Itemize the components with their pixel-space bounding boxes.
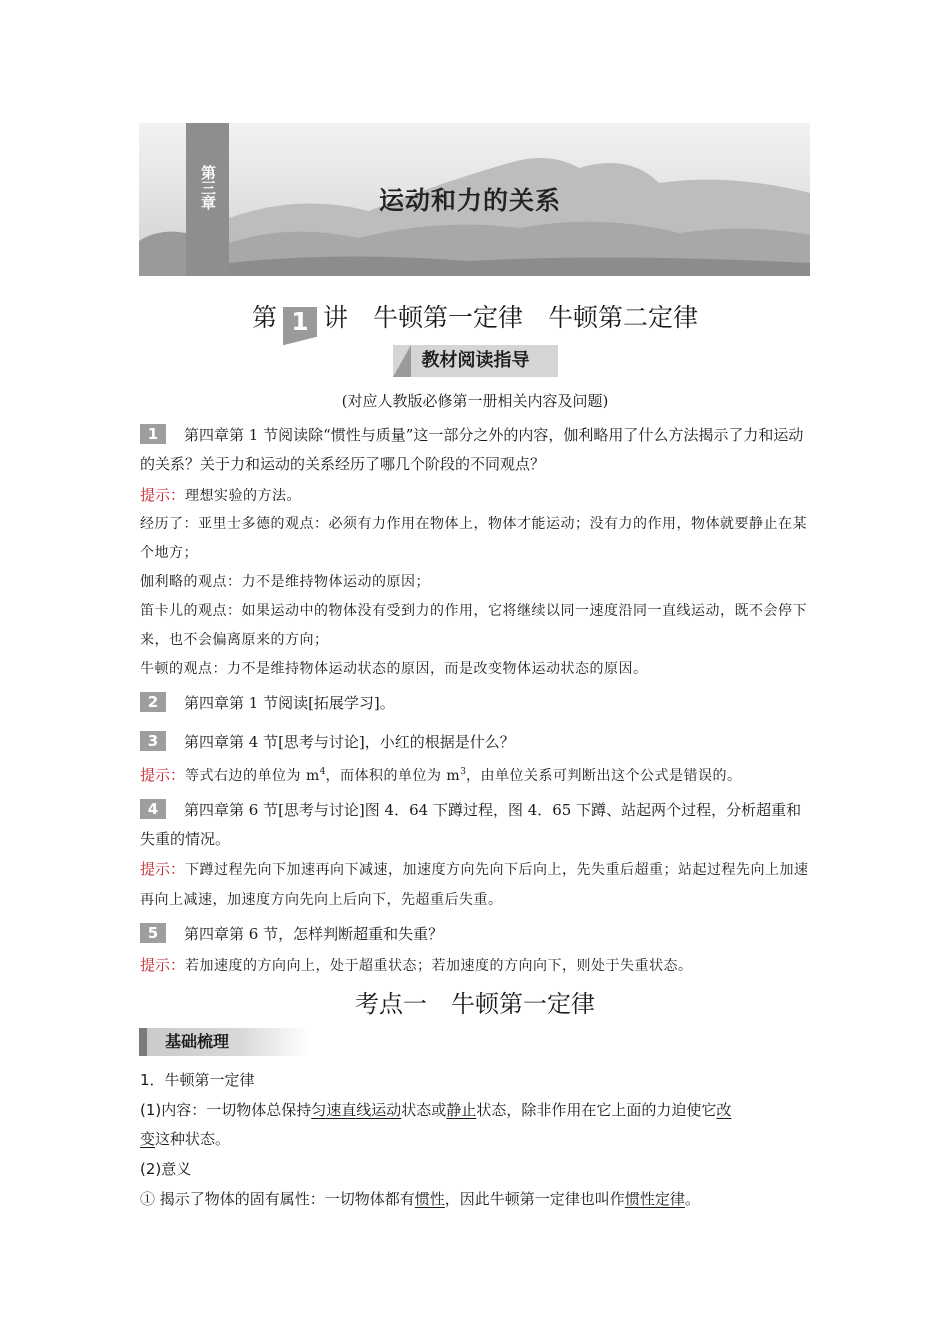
- number-badge-1: 1: [140, 424, 166, 444]
- guide-subtitle: (对应人教版必修第一册相关内容及问题): [341, 392, 609, 410]
- lecture-title: [0, 298, 950, 345]
- section-title: 考点一 牛顿第一定律: [355, 990, 595, 1018]
- viewpoint-aristotle: 经历了：亚里士多德的观点：必须有力作用在物体上，物体才能运动；没有力的作用，物体就要静止在某个地方；: [140, 516, 807, 561]
- lecture-name: 讲 牛顿第一定律 牛顿第二定律: [323, 303, 699, 332]
- question-4: 4 第四章第 6 节[思考与讨论]图 4．64 下蹲过程，图 4．65 下蹲、站起两个过程，分析超重和失重的情况。: [140, 800, 802, 848]
- question-1: 1 第四章第 1 节阅读除“惯性与质量”这一部分之外的内容，伽利略用了什么方法揭示了力和运动的关系？关于力和运动的关系经历了哪几个阶段的不同观点？: [140, 425, 804, 473]
- hint-1: 提示：理想实验的方法。: [140, 486, 302, 504]
- question-2: 2 第四章第 1 节阅读[拓展学习]。: [140, 689, 815, 718]
- number-badge-3: 3: [140, 731, 166, 751]
- hint-4: 提示：下蹲过程先向下加速再向下减速，加速度方向先向下后向上，先失重后超重；站起过程先向上加速再向上减速，加速度方向先向上后向下，先超重后失重。: [140, 860, 809, 908]
- lecture-number: 1: [283, 307, 317, 345]
- question-5: 5 第四章第 6 节，怎样判断超重和失重？: [140, 920, 815, 949]
- lecture-prefix: 第: [251, 303, 277, 332]
- law-meaning-1: ① 揭示了物体的固有属性：一切物体都有惯性，因此牛顿第一定律也叫作惯性定律。: [140, 1190, 700, 1208]
- hint-5: 提示：若加速度的方向向上，处于超重状态；若加速度的方向向下，则处于失重状态。: [140, 956, 693, 974]
- law-meaning-label: (2)意义: [140, 1160, 192, 1178]
- chapter-title: 运动和力的关系: [379, 186, 562, 215]
- number-badge-5: 5: [140, 923, 166, 943]
- viewpoint-galileo: 伽利略的观点：力不是维持物体运动的原因；: [140, 574, 430, 590]
- hint-label: 提示：: [140, 486, 186, 504]
- badge-bar-icon: [139, 1028, 147, 1056]
- basics-badge: [139, 1028, 309, 1056]
- chapter-label: 第三章: [199, 165, 217, 210]
- law-content: (1)内容：一切物体总保持匀速直线运动状态或静止状态，除非作用在它上面的力迫使它改 变这种状态。: [140, 1101, 732, 1148]
- basics-label: 基础梳理: [165, 1032, 230, 1051]
- chapter-tab: [186, 123, 229, 276]
- guide-label: 教材阅读指导: [421, 350, 530, 371]
- question-3: 3 第四章第 4 节[思考与讨论]，小红的根据是什么？: [140, 728, 815, 757]
- number-badge-4: 4: [140, 799, 166, 819]
- viewpoint-descartes: 笛卡儿的观点：如果运动中的物体没有受到力的作用，它将继续以同一速度沿同一直线运动，既不会停下来，也不会偏离原来的方向；: [140, 603, 807, 648]
- law-heading: 1．牛顿第一定律: [140, 1071, 255, 1089]
- hint-3: 提示：等式右边的单位为 $m^4$，而体积的单位为 $m^3$，由单位关系可判断出这个公式是错误的。: [140, 766, 742, 784]
- chapter-banner: [139, 123, 810, 276]
- number-badge-2: 2: [140, 692, 166, 712]
- viewpoint-newton: 牛顿的观点：力不是维持物体运动状态的原因，而是改变物体运动状态的原因。: [140, 661, 648, 677]
- guide-badge: [393, 345, 558, 377]
